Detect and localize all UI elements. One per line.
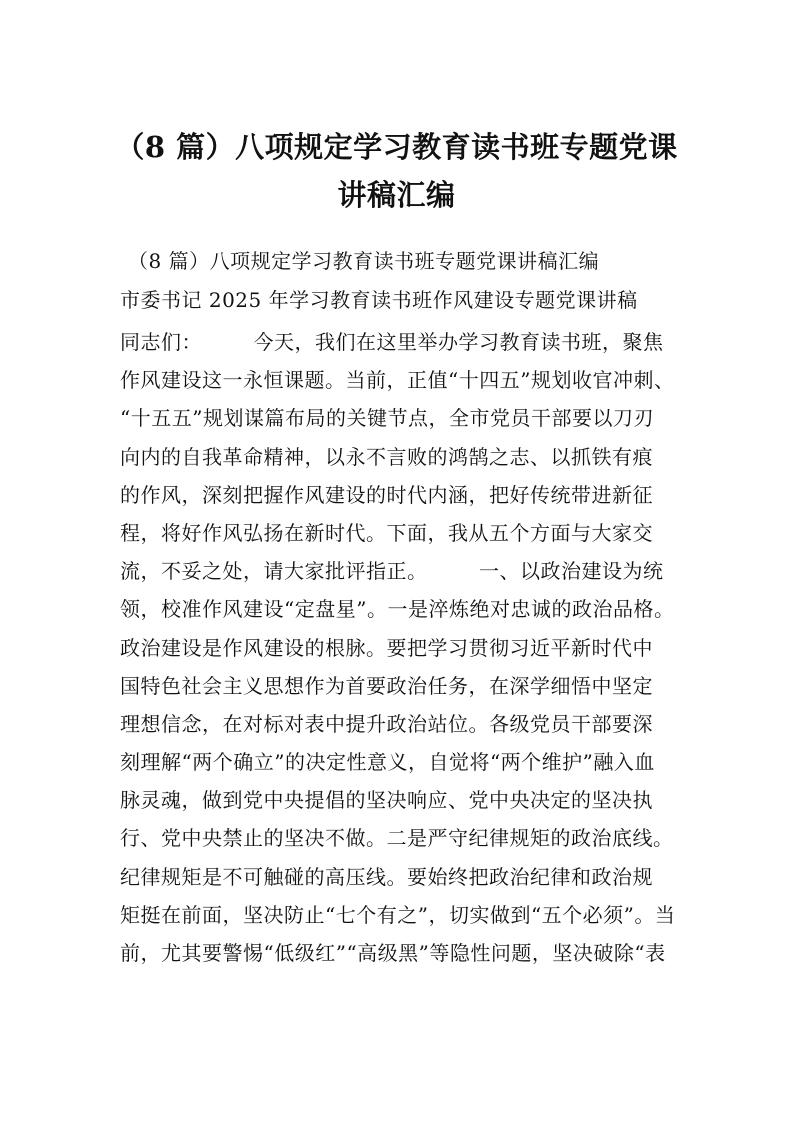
document-title-line-2: 讲稿汇编 [337,178,456,212]
document-title-line-1: （8 篇）八项规定学习教育读书班专题党课 [115,130,678,164]
body-line: 行、党中央禁止的坚决不做。二是严守纪律规矩的政治底线。 [120,826,674,851]
body-line: 脉灵魂，做到党中央提倡的坚决响应、党中央决定的坚决执 [120,788,653,813]
body-line: 政治建设是作风建设的根脉。要把学习贯彻习近平新时代中 [120,635,653,660]
article-title: 市委书记 2025 年学习教育读书班作风建设专题党课讲稿 [120,288,638,312]
body-paragraph [120,323,676,972]
body-line: 流，不妥之处，请大家批评指正。 一、以政治建设为统 [120,559,664,584]
body-line: 刻理解“两个确立”的决定性意义，自觉将“两个维护”融入血 [120,750,655,775]
body-line: “十五五”规划谋篇布局的关键节点，全市党员干部要以刀刃 [120,406,654,431]
document-subtitle: （8 篇）八项规定学习教育读书班专题党课讲稿汇编 [128,249,600,273]
body-line: 程，将好作风弘扬在新时代。下面，我从五个方面与大家交 [120,520,653,545]
body-line: 理想信念，在对标对表中提升政治站位。各级党员干部要深 [120,711,653,736]
body-line: 向内的自我革命精神，以永不言败的鸿鹄之志、以抓铁有痕 [120,444,653,469]
body-line: 同志们： 今天，我们在这里举办学习教育读书班，聚焦 [120,330,664,354]
body-line: 纪律规矩是不可触碰的高压线。要始终把政治纪律和政治规 [120,864,653,889]
body-line: 领，校准作风建设“定盘星”。一是淬炼绝对忠诚的政治品格。 [120,597,675,622]
body-line: 前，尤其要警惕“低级红”“高级黑”等隐性问题，坚决破除“表 [120,941,666,965]
body-line: 的作风，深刻把握作风建设的时代内涵，把好传统带进新征 [120,482,653,507]
body-line: 国特色社会主义思想作为首要政治任务，在深学细悟中坚定 [120,673,653,698]
body-line: 作风建设这一永恒课题。当前，正值“十四五”规划收官冲刺、 [120,368,675,393]
body-line: 矩挺在前面，坚决防止“七个有之”，切实做到“五个必须”。当 [120,902,676,927]
